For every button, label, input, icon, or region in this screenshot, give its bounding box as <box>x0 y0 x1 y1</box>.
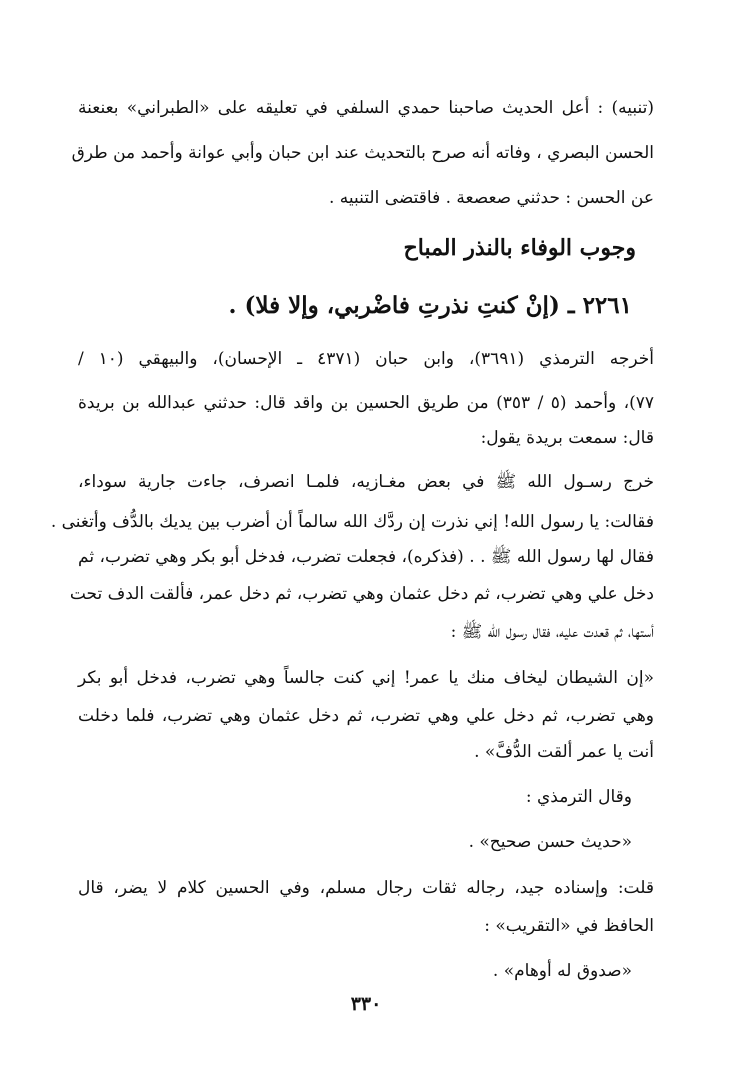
quote-line-2: وهي تضرب، ثم دخل علي وهي تضرب، ثم دخل عثمان وهي تضرب، فلما دخلت <box>78 706 654 726</box>
note-line-3: عن الحسن : حدثني صعصعة . فاقتضى التنبيه . <box>328 188 654 208</box>
comment-line-2: الحافظ في «التقريب» : <box>484 916 654 936</box>
taqrib-quote: «صدوق له أوهام» . <box>492 961 632 981</box>
section-heading: وجوب الوفاء بالنذر المباح <box>403 235 636 261</box>
note-line-2: الحسن البصري ، وفاته أنه صرح بالتحديث عند ابن حبان وأبي عوانة وأحمد من طرق <box>71 143 654 163</box>
story-line-5: أستها، ثم قعدت عليه، فقال رسول الله ﷺ : <box>450 622 654 642</box>
takhrij-line-2: ٧٧)، وأحمد (٥ / ٣٥٣) من طريق الحسين بن واقد قال: حدثني عبدالله بن بريدة <box>78 393 654 413</box>
tirmidhi-grade: «حديث حسن صحيح» . <box>468 832 632 852</box>
note-line-1: (تنبيه) : أعل الحديث صاحبنا حمدي السلفي في تعليقه على «الطبراني» بعنعنة <box>78 98 654 118</box>
quote-line-1: «إن الشيطان ليخاف منك يا عمر! إني كنت جالساً وهي تضرب، فدخل أبو بكر <box>78 668 654 688</box>
quote-line-3: أنت يا عمر ألقت الدُّفَّ» . <box>474 742 654 762</box>
takhrij-line-1: أخرجه الترمذي (٣٦٩١)، وابن حبان (٤٣٧١ ـ الإحسان)، والبيهقي (١٠ / <box>78 349 654 369</box>
story-line-4: دخل علي وهي تضرب، ثم دخل عثمان وهي تضرب، ثم دخل عمر، فألقت الدف تحت <box>69 584 654 604</box>
hadith-title: ٢٢٦١ ـ (إنْ كنتِ نذرتِ فاضْربي، وإلا فلا) . <box>228 292 632 319</box>
takhrij-line-3: قال: سمعت بريدة يقول: <box>480 428 654 448</box>
story-line-2: فقالت: يا رسول الله! إني نذرت إن ردَّك الله سالماً أن أضرب بين يديك بالدُّف وأتغنى . <box>50 512 654 532</box>
page-number: ٣٣٠ <box>350 993 382 1015</box>
story-line-1: خرج رسـول الله ﷺ في بعض مغـازيه، فلمـا انصرف، جاءت جارية سوداء، <box>78 472 654 492</box>
story-line-3: فقال لها رسول الله ﷺ . . (فذكره)، فجعلت تضرب، فدخل أبو بكر وهي تضرب، ثم <box>78 547 654 567</box>
tirmidhi-said: وقال الترمذي : <box>525 787 632 807</box>
comment-line-1: قلت: وإسناده جيد، رجاله ثقات رجال مسلم، وفي الحسين كلام لا يضر، قال <box>78 878 654 898</box>
